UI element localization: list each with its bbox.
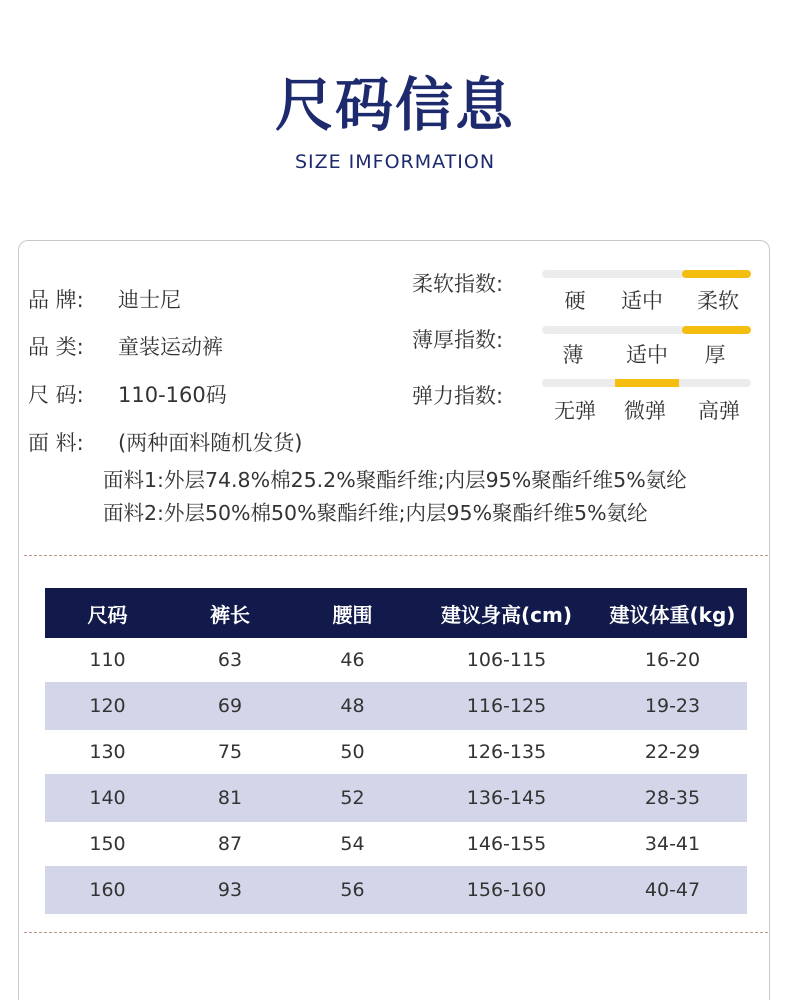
cell-height: 146-155 <box>466 833 547 855</box>
bottom-divider <box>24 932 768 933</box>
cell-waist: 52 <box>340 787 365 809</box>
cell-waist: 48 <box>340 695 365 717</box>
header-height: 建议身高(cm) <box>441 602 572 627</box>
header-waist: 腰围 <box>332 602 373 627</box>
table-row <box>45 682 747 730</box>
elasticity-option-high: 高弹 <box>698 399 740 423</box>
size-line <box>28 379 227 409</box>
thickness-bar <box>542 326 751 334</box>
cell-size: 150 <box>89 833 126 855</box>
cell-height: 156-160 <box>466 879 547 901</box>
cell-length: 75 <box>217 741 243 763</box>
table-row <box>45 822 747 866</box>
brand-line <box>28 284 181 314</box>
header-length: 裤长 <box>210 602 250 627</box>
softness-label: 柔软指数: <box>412 272 504 296</box>
brand-label: 品 牌: <box>28 288 84 312</box>
elasticity-option-none: 无弹 <box>554 399 596 423</box>
thickness-fill <box>682 326 751 334</box>
cell-size: 120 <box>89 695 126 717</box>
size-table <box>45 588 747 914</box>
table-row <box>45 730 747 774</box>
cell-weight: 22-29 <box>644 741 701 763</box>
thickness-option-medium: 适中 <box>626 343 668 367</box>
table-row <box>45 774 747 822</box>
cell-weight: 40-47 <box>644 879 701 901</box>
cell-height: 126-135 <box>466 741 547 763</box>
cell-length: 69 <box>217 695 243 717</box>
cell-waist: 54 <box>340 833 365 855</box>
cell-length: 81 <box>217 787 243 809</box>
cell-weight: 28-35 <box>644 787 701 809</box>
softness-option-soft: 柔软 <box>697 289 739 313</box>
category-value: 童装运动裤 <box>118 335 223 359</box>
cell-waist: 46 <box>340 649 365 671</box>
elasticity-bar <box>542 379 751 387</box>
fabric-detail-1: 面料1:外层74.8%棉25.2%聚酯纤维;内层95%聚酯纤维5%氨纶 <box>103 468 687 492</box>
thickness-option-thin: 薄 <box>562 343 584 367</box>
fabric-label: 面 料: <box>28 431 84 455</box>
table-row <box>45 638 747 682</box>
category-line <box>28 331 223 361</box>
cell-size: 110 <box>89 649 126 671</box>
cell-height: 136-145 <box>466 787 547 809</box>
cell-size: 160 <box>89 879 126 901</box>
fabric-value: (两种面料随机发货) <box>118 431 303 455</box>
page-subtitle: SIZE IMFORMATION <box>294 151 496 173</box>
cell-height: 116-125 <box>466 695 547 717</box>
softness-option-hard: 硬 <box>564 289 586 313</box>
cell-weight: 19-23 <box>644 695 701 717</box>
header-weight: 建议体重(kg) <box>609 602 736 627</box>
cell-size: 130 <box>89 741 126 763</box>
cell-weight: 34-41 <box>644 833 701 855</box>
header-size: 尺码 <box>87 602 128 627</box>
cell-height: 106-115 <box>466 649 547 671</box>
softness-option-medium: 适中 <box>621 289 663 313</box>
elasticity-option-slight: 微弹 <box>624 399 666 423</box>
elasticity-label: 弹力指数: <box>412 384 504 408</box>
brand-value: 迪士尼 <box>118 288 181 312</box>
softness-fill <box>682 270 751 278</box>
cell-length: 93 <box>217 879 243 901</box>
cell-weight: 16-20 <box>644 649 701 671</box>
page-title: 尺码信息 <box>274 71 515 139</box>
category-label: 品 类: <box>28 335 84 359</box>
fabric-detail-2: 面料2:外层50%棉50%聚酯纤维;内层95%聚酯纤维5%氨纶 <box>103 501 648 525</box>
softness-bar <box>542 270 751 278</box>
thickness-option-thick: 厚 <box>704 343 726 367</box>
cell-size: 140 <box>89 787 126 809</box>
fabric-line <box>28 427 302 457</box>
table-row <box>45 866 747 914</box>
cell-length: 63 <box>217 649 243 671</box>
size-label: 尺 码: <box>28 383 84 407</box>
divider <box>24 555 768 556</box>
size-value: 110-160码 <box>118 383 227 407</box>
cell-waist: 56 <box>340 879 365 901</box>
thickness-label: 薄厚指数: <box>412 328 504 352</box>
cell-waist: 50 <box>340 741 365 763</box>
elasticity-fill <box>615 379 679 387</box>
table-header <box>45 588 747 638</box>
cell-length: 87 <box>217 833 243 855</box>
